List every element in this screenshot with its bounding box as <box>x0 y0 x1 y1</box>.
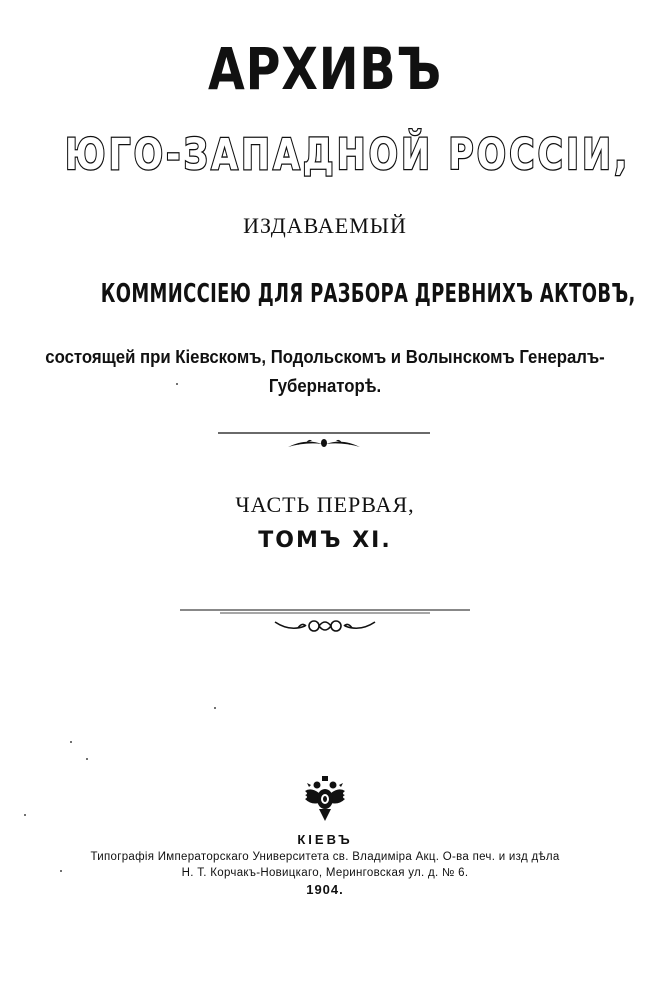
scan-speck <box>214 707 216 709</box>
commission-name: КОММИССІЕЮ ДЛЯ РАЗБОРА ДРЕВНИХЪ АКТОВЪ, <box>100 279 636 309</box>
volume-label: ТОМЪ XI. <box>258 528 392 553</box>
leaf-ornament-divider <box>218 428 430 454</box>
scroll-ornament-divider <box>180 604 470 638</box>
printer-line-2: Н. Т. Корчакъ-Новицкаго, Меринговская ул. д. № 6. <box>181 867 469 879</box>
scan-speck <box>176 383 178 385</box>
published-label: ИЗДАВАЕМЫЙ <box>243 213 407 238</box>
book-title: АРХИВЪ <box>207 35 442 103</box>
scan-speck <box>86 758 88 760</box>
scan-speck <box>24 814 26 816</box>
imprint-year: 1904. <box>306 882 344 897</box>
governorate-line-2: Губернаторѣ. <box>268 376 382 396</box>
part-label: ЧАСТЬ ПЕРВАЯ, <box>235 492 415 517</box>
governorate-line-1: состоящей при Кіевскомъ, Подольскомъ и Волынскомъ Генералъ- <box>45 347 605 367</box>
scan-speck <box>60 870 62 872</box>
imprint-city: КІЕВЪ <box>297 832 353 847</box>
printer-line-1: Типографія Императорскаго Университета св. Владиміра Акц. О-ва печ. и изд дѣла <box>90 851 560 863</box>
scroll-ornament-icon <box>275 621 375 631</box>
book-subtitle: ЮГО-ЗАПАДНОЙ РОССІИ, <box>65 130 631 180</box>
scan-speck <box>70 741 72 743</box>
leaf-ornament-icon <box>288 439 360 447</box>
double-headed-eagle-icon <box>301 775 349 823</box>
